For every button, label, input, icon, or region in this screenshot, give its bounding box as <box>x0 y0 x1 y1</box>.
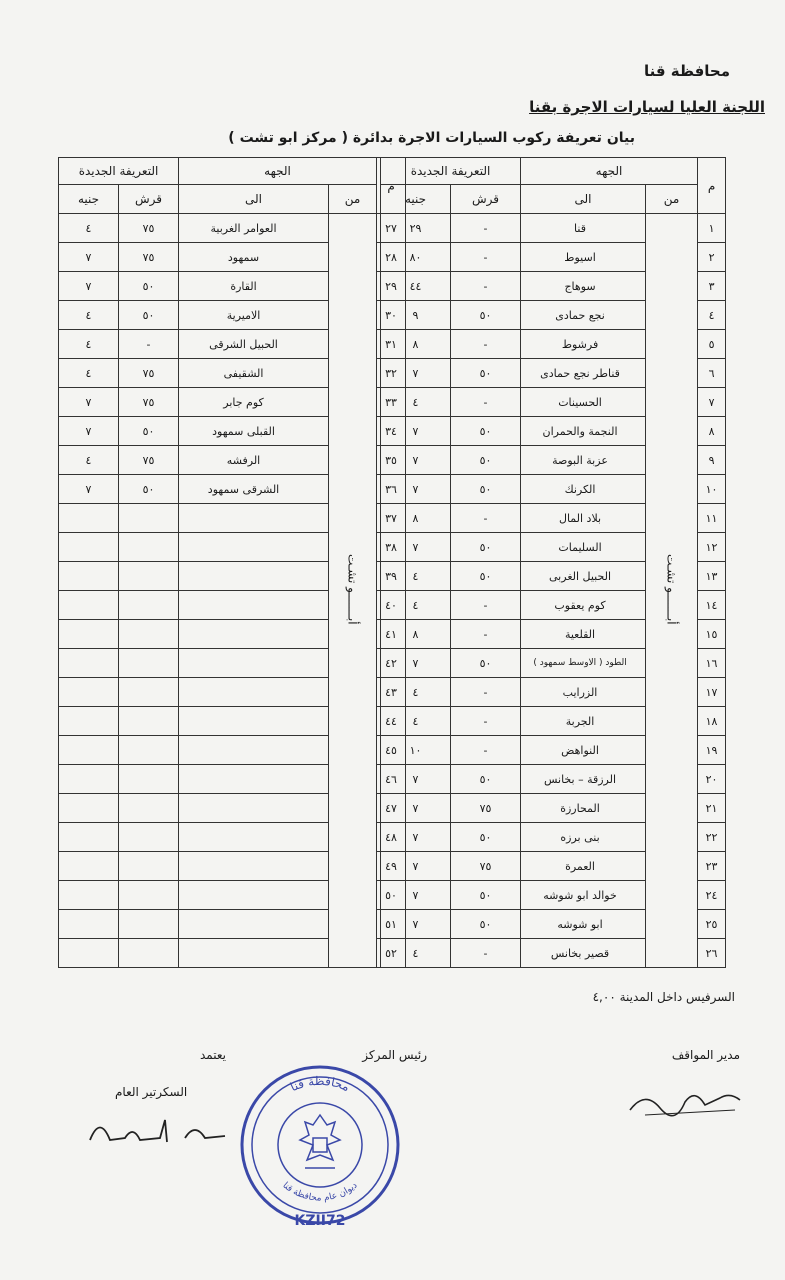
piaster-cell: ٥٠ <box>451 475 521 504</box>
row-number: ٤٣ <box>377 678 406 707</box>
piaster-cell: ٧٥ <box>119 446 179 475</box>
manager-signature-label: مدير المواقف <box>671 1048 740 1062</box>
destination-cell: سمهود <box>179 243 329 272</box>
piaster-cell: ٧٥ <box>119 243 179 272</box>
pound-cell: ٧ <box>381 910 451 939</box>
col-pound-header: جنيه <box>59 185 119 214</box>
piaster-cell <box>119 939 179 968</box>
from-origin-label: أبـــــــو تشـت <box>345 553 360 625</box>
svg-text:ديوان عام محافظة قنا <box>280 1181 359 1204</box>
col-to-header: الى <box>179 185 329 214</box>
eagle-emblem-icon <box>300 1115 340 1168</box>
destination-cell: السليمات <box>521 533 646 562</box>
row-number: ١٥ <box>698 620 726 649</box>
pound-cell: ٤ <box>381 388 451 417</box>
destination-cell <box>179 707 329 736</box>
pound-cell: ٧ <box>381 649 451 678</box>
destination-cell: اسيوط <box>521 243 646 272</box>
row-number: ٤٧ <box>377 794 406 823</box>
piaster-cell <box>119 852 179 881</box>
table-row <box>59 214 406 243</box>
table-row <box>381 214 726 243</box>
piaster-cell: - <box>451 243 521 272</box>
pound-cell: ٤ <box>59 330 119 359</box>
destination-cell: الحسينات <box>521 388 646 417</box>
piaster-cell: ٥٠ <box>119 272 179 301</box>
destination-cell: الجربة <box>521 707 646 736</box>
destination-cell: الكرنك <box>521 475 646 504</box>
piaster-cell: ٥٠ <box>451 562 521 591</box>
piaster-cell: - <box>451 678 521 707</box>
row-number: ٣٣ <box>377 388 406 417</box>
pound-cell: ٧ <box>381 417 451 446</box>
col-tariff-header: التعريفة الجديدة <box>381 158 521 185</box>
row-number: ٣٧ <box>377 504 406 533</box>
pound-cell: ٧ <box>381 359 451 388</box>
pound-cell: ٧ <box>381 533 451 562</box>
official-stamp <box>235 1060 405 1230</box>
pound-cell <box>59 620 119 649</box>
pound-cell <box>59 823 119 852</box>
pound-cell: ١٠ <box>381 736 451 765</box>
destination-cell: القلعية <box>521 620 646 649</box>
piaster-cell: ٥٠ <box>119 475 179 504</box>
row-number: ١٢ <box>698 533 726 562</box>
row-number: ٢٤ <box>698 881 726 910</box>
row-number: ٧ <box>698 388 726 417</box>
piaster-cell: - <box>451 504 521 533</box>
pound-cell: ٨ <box>381 330 451 359</box>
piaster-cell: ٧٥ <box>119 388 179 417</box>
row-number: ٦ <box>698 359 726 388</box>
row-number: ١٨ <box>698 707 726 736</box>
row-number: ٢٩ <box>377 272 406 301</box>
service-fare-note: السرفيس داخل المدينة ٤,٠٠ <box>592 990 735 1004</box>
pound-cell <box>59 794 119 823</box>
pound-cell: ٧ <box>381 794 451 823</box>
destination-cell <box>179 823 329 852</box>
row-number: ٤ <box>698 301 726 330</box>
piaster-cell <box>119 823 179 852</box>
pound-cell: ٧ <box>59 272 119 301</box>
pound-cell <box>59 533 119 562</box>
row-number: ٥١ <box>377 910 406 939</box>
destination-cell: نجع حمادى <box>521 301 646 330</box>
piaster-cell <box>119 504 179 533</box>
row-number: ٤٠ <box>377 591 406 620</box>
piaster-cell: ٥٠ <box>451 533 521 562</box>
col-num-header: م <box>698 158 726 214</box>
destination-cell: بلاد المال <box>521 504 646 533</box>
piaster-cell <box>119 562 179 591</box>
destination-cell: الرزقة – بخانس <box>521 765 646 794</box>
destination-cell: الحبيل الشرقى <box>179 330 329 359</box>
pound-cell <box>59 939 119 968</box>
pound-cell <box>59 765 119 794</box>
piaster-cell: - <box>119 330 179 359</box>
row-number: ٨ <box>698 417 726 446</box>
col-from-header: من <box>329 185 377 214</box>
pound-cell <box>59 678 119 707</box>
row-number: ٣٩ <box>377 562 406 591</box>
row-number: ٤١ <box>377 620 406 649</box>
destination-cell: قصير بخانس <box>521 939 646 968</box>
destination-cell: العمرة <box>521 852 646 881</box>
row-number: ١٠ <box>698 475 726 504</box>
col-direction-header: الجهه <box>521 158 698 185</box>
pound-cell <box>59 649 119 678</box>
piaster-cell: ٧٥ <box>119 214 179 243</box>
row-number: ١٤ <box>698 591 726 620</box>
row-number: ٣٠ <box>377 301 406 330</box>
destination-cell: ابو شوشه <box>521 910 646 939</box>
pound-cell: ٤ <box>381 678 451 707</box>
destination-cell: الطود ( الاوسط سمهود ) <box>521 649 646 678</box>
destination-cell <box>179 852 329 881</box>
row-number: ٤٥ <box>377 736 406 765</box>
destination-cell <box>179 649 329 678</box>
piaster-cell: ٥٠ <box>451 881 521 910</box>
piaster-cell: - <box>451 591 521 620</box>
col-direction-header: الجهه <box>179 158 377 185</box>
pound-cell <box>59 504 119 533</box>
pound-cell: ٧ <box>381 475 451 504</box>
pound-cell: ٤ <box>59 214 119 243</box>
governorate-title: محافظة قنا <box>643 62 730 80</box>
destination-cell <box>179 562 329 591</box>
col-from-header: من <box>646 185 698 214</box>
row-number: ٢٦ <box>698 939 726 968</box>
pound-cell <box>59 562 119 591</box>
pound-cell: ٤ <box>381 939 451 968</box>
row-number: ١١ <box>698 504 726 533</box>
row-number: ٣٢ <box>377 359 406 388</box>
destination-cell <box>179 910 329 939</box>
stamp-code: KZII72 <box>294 1213 346 1229</box>
pound-cell: ٢٩ <box>381 214 451 243</box>
svg-text:محافظة قنا <box>288 1074 352 1094</box>
row-number: ٤٤ <box>377 707 406 736</box>
piaster-cell: - <box>451 388 521 417</box>
pound-cell: ٧ <box>381 765 451 794</box>
destination-cell: الشرقى سمهود <box>179 475 329 504</box>
col-piaster-header: قرش <box>451 185 521 214</box>
pound-cell: ٨٠ <box>381 243 451 272</box>
row-number: ٣٦ <box>377 475 406 504</box>
destination-cell: القارة <box>179 272 329 301</box>
pound-cell: ٧ <box>59 243 119 272</box>
row-number: ٢٨ <box>377 243 406 272</box>
row-number: ٢٠ <box>698 765 726 794</box>
row-number: ٢٢ <box>698 823 726 852</box>
tariff-table-left <box>58 157 406 968</box>
pound-cell: ٤ <box>381 562 451 591</box>
destination-cell: النجمة والحمران <box>521 417 646 446</box>
from-origin-label: أبـــــــو تشـت <box>664 553 679 625</box>
destination-cell: العوامر الغربية <box>179 214 329 243</box>
pound-cell: ٧ <box>381 446 451 475</box>
pound-cell: ٤ <box>59 359 119 388</box>
pound-cell <box>59 591 119 620</box>
piaster-cell <box>119 591 179 620</box>
destination-cell <box>179 620 329 649</box>
row-number: ٣٥ <box>377 446 406 475</box>
pound-cell: ٧ <box>381 881 451 910</box>
piaster-cell: ٥٠ <box>119 301 179 330</box>
destination-cell: بنى برزه <box>521 823 646 852</box>
pound-cell <box>59 910 119 939</box>
row-number: ٩ <box>698 446 726 475</box>
piaster-cell: ٥٠ <box>451 649 521 678</box>
row-number: ٥٢ <box>377 939 406 968</box>
piaster-cell: ٧٥ <box>451 794 521 823</box>
tariff-body-left <box>59 214 406 968</box>
row-number: ٢٥ <box>698 910 726 939</box>
col-piaster-header: قرش <box>119 185 179 214</box>
destination-cell <box>179 765 329 794</box>
pound-cell: ٧ <box>381 852 451 881</box>
pound-cell: ٧ <box>59 417 119 446</box>
piaster-cell <box>119 736 179 765</box>
destination-cell <box>179 591 329 620</box>
from-origin-cell <box>329 214 377 968</box>
piaster-cell: ٥٠ <box>451 446 521 475</box>
piaster-cell: ٥٠ <box>451 823 521 852</box>
pound-cell <box>59 736 119 765</box>
piaster-cell: ٧٥ <box>119 359 179 388</box>
pound-cell: ٧ <box>59 475 119 504</box>
tariff-body-right <box>381 214 726 968</box>
destination-cell: الشقيفى <box>179 359 329 388</box>
piaster-cell <box>119 707 179 736</box>
piaster-cell: ٥٠ <box>451 765 521 794</box>
stamp-top-text: محافظة قنا <box>287 1073 352 1095</box>
manager-handwritten-signature <box>625 1080 745 1125</box>
destination-cell: سوهاج <box>521 272 646 301</box>
destination-cell: النواهض <box>521 736 646 765</box>
tariff-table-right <box>380 157 726 968</box>
piaster-cell: ٥٠ <box>451 359 521 388</box>
piaster-cell: ٥٠ <box>451 417 521 446</box>
destination-cell: الحبيل الغربى <box>521 562 646 591</box>
col-to-header: الى <box>521 185 646 214</box>
destination-cell <box>179 794 329 823</box>
piaster-cell: ٥٠ <box>451 301 521 330</box>
piaster-cell: ٥٠ <box>119 417 179 446</box>
row-number: ٢١ <box>698 794 726 823</box>
document-subtitle: بيان تعريفة ركوب السيارات الاجرة بدائرة ( مركز ابو تشت ) <box>228 130 635 146</box>
committee-title: اللجنة العليا لسيارات الاجرة بقنا <box>529 98 765 116</box>
destination-cell: فرشوط <box>521 330 646 359</box>
pound-cell: ٤ <box>59 301 119 330</box>
destination-cell: قناطر نجع حمادى <box>521 359 646 388</box>
destination-cell <box>179 678 329 707</box>
destination-cell <box>179 736 329 765</box>
secretary-handwritten-signature <box>85 1110 235 1155</box>
destination-cell: كوم يعقوب <box>521 591 646 620</box>
piaster-cell: - <box>451 707 521 736</box>
row-number: ٥ <box>698 330 726 359</box>
row-number: ٥٠ <box>377 881 406 910</box>
pound-cell: ٨ <box>381 504 451 533</box>
piaster-cell: ٥٠ <box>451 910 521 939</box>
approved-label: يعتمد <box>200 1048 226 1062</box>
col-tariff-header: التعريفة الجديدة <box>59 158 179 185</box>
piaster-cell: - <box>451 939 521 968</box>
row-number: ٢ <box>698 243 726 272</box>
pound-cell: ٩ <box>381 301 451 330</box>
destination-cell: الزرايب <box>521 678 646 707</box>
pound-cell: ٧ <box>59 388 119 417</box>
piaster-cell <box>119 910 179 939</box>
destination-cell: الرفشه <box>179 446 329 475</box>
piaster-cell <box>119 649 179 678</box>
destination-cell <box>179 939 329 968</box>
row-number: ١٩ <box>698 736 726 765</box>
pound-cell: ٤ <box>381 707 451 736</box>
piaster-cell: ٧٥ <box>451 852 521 881</box>
pound-cell: ٤٤ <box>381 272 451 301</box>
piaster-cell: - <box>451 330 521 359</box>
piaster-cell: - <box>451 272 521 301</box>
stamp-bottom-text: ديوان عام محافظة قنا <box>280 1180 360 1204</box>
destination-cell: القبلى سمهود <box>179 417 329 446</box>
destination-cell <box>179 504 329 533</box>
pound-cell: ٤ <box>381 591 451 620</box>
center-head-signature-label: رئيس المركز <box>362 1048 427 1062</box>
row-number: ٣٤ <box>377 417 406 446</box>
destination-cell: خوالد ابو شوشه <box>521 881 646 910</box>
row-number: ٤٨ <box>377 823 406 852</box>
piaster-cell <box>119 533 179 562</box>
destination-cell: المحارزة <box>521 794 646 823</box>
pound-cell <box>59 707 119 736</box>
piaster-cell <box>119 620 179 649</box>
destination-cell: كوم جابر <box>179 388 329 417</box>
piaster-cell <box>119 881 179 910</box>
piaster-cell <box>119 678 179 707</box>
destination-cell: عزبة البوصة <box>521 446 646 475</box>
row-number: ٤٩ <box>377 852 406 881</box>
destination-cell: الاميرية <box>179 301 329 330</box>
from-origin-cell <box>646 214 698 968</box>
pound-cell <box>59 881 119 910</box>
row-number: ١٣ <box>698 562 726 591</box>
pound-cell: ٨ <box>381 620 451 649</box>
pound-cell: ٧ <box>381 823 451 852</box>
col-pound-header: جنيه <box>381 185 451 214</box>
piaster-cell: - <box>451 620 521 649</box>
row-number: ٣ <box>698 272 726 301</box>
destination-cell: قنا <box>521 214 646 243</box>
destination-cell <box>179 533 329 562</box>
piaster-cell <box>119 794 179 823</box>
destination-cell <box>179 881 329 910</box>
row-number: ١ <box>698 214 726 243</box>
row-number: ٣١ <box>377 330 406 359</box>
row-number: ٢٧ <box>377 214 406 243</box>
row-number: ١٦ <box>698 649 726 678</box>
row-number: ٤٢ <box>377 649 406 678</box>
secretary-general-label: السكرتير العام <box>115 1085 188 1099</box>
row-number: ٤٦ <box>377 765 406 794</box>
piaster-cell: - <box>451 214 521 243</box>
piaster-cell: - <box>451 736 521 765</box>
pound-cell: ٤ <box>59 446 119 475</box>
row-number: ٣٨ <box>377 533 406 562</box>
piaster-cell <box>119 765 179 794</box>
pound-cell <box>59 852 119 881</box>
row-number: ٢٣ <box>698 852 726 881</box>
col-num-header: م <box>377 158 406 214</box>
row-number: ١٧ <box>698 678 726 707</box>
